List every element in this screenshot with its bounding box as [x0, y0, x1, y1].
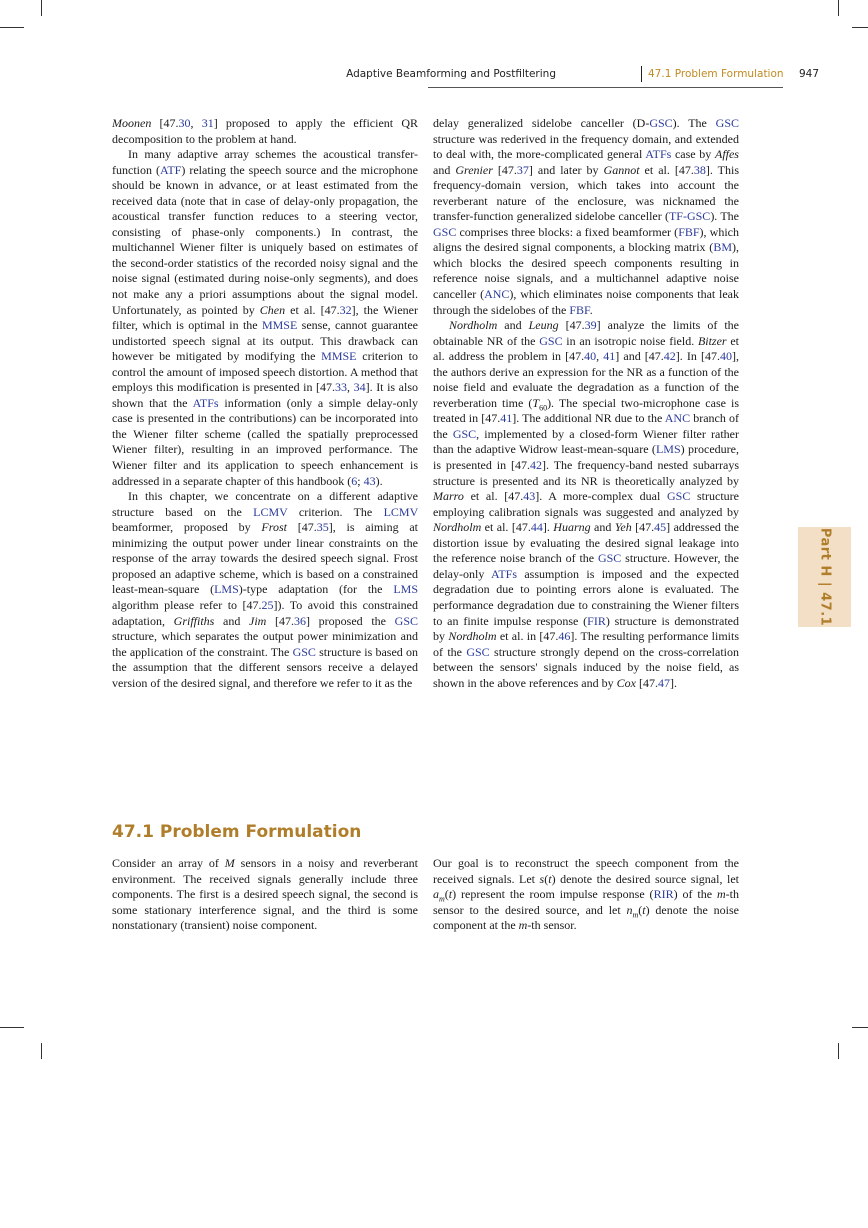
text-run: and [590, 520, 615, 535]
reference-link[interactable]: 31 [201, 116, 214, 130]
subscript: 60 [539, 403, 548, 413]
text-run: ). [375, 473, 383, 488]
reference-link[interactable]: ATFs [645, 147, 672, 162]
text-run: structure. However, the delay-only [433, 551, 739, 581]
text-run: -th sensor to the desired source, and let [433, 887, 739, 917]
text-run: ) of the [673, 887, 717, 902]
running-head-divider [641, 66, 642, 82]
reference-link[interactable]: 41 [603, 349, 616, 364]
italic-text: t [642, 902, 646, 917]
text-run: ]. The frequency-band nested subarrays structure is presented and its NR is theoretically analyzed by [433, 458, 740, 488]
crop-mark [838, 0, 839, 16]
reference-link[interactable]: 40 [584, 349, 597, 364]
reference-link[interactable]: GSC [466, 644, 490, 659]
reference-link[interactable]: 43 [363, 473, 376, 488]
italic-text: Huarng [553, 520, 591, 535]
reference-link[interactable]: LMS [655, 442, 681, 457]
reference-link[interactable]: ATF [160, 162, 182, 177]
italic-text: Nordholm [448, 629, 497, 644]
reference-link[interactable]: 30 [178, 116, 191, 130]
section-heading: 47.1 Problem Formulation [112, 822, 362, 842]
text-run: case by [671, 147, 715, 162]
text-run: structure employing calibration signals was suggested and analyzed by [433, 489, 739, 519]
text-run: ]. It is also shown that the [112, 380, 418, 410]
text-run: algorithm please refer to [47. [112, 597, 262, 612]
text-run: ]. [669, 675, 677, 690]
text-run: [47. [631, 520, 655, 535]
crop-mark [852, 1027, 868, 1028]
text-run: -th sensor. [527, 918, 577, 933]
reference-link[interactable]: GSC [539, 333, 563, 348]
text-run: ( [638, 902, 643, 917]
reference-link[interactable]: ANC [484, 287, 510, 302]
paragraph [433, 318, 739, 691]
reference-link[interactable]: 47 [657, 675, 670, 690]
text-run: ]). To avoid this constrained adaptation, [112, 597, 418, 628]
text-run: delay generalized sidelobe canceller (D- [433, 116, 650, 130]
italic-text: Yeh [614, 520, 632, 535]
page-number: 947 [799, 68, 820, 80]
reference-link[interactable]: 37 [516, 162, 529, 177]
text-run: branch of the [433, 411, 739, 441]
text-run: et al. address the problem in [47. [433, 333, 739, 364]
reference-link[interactable]: MMSE [321, 349, 357, 364]
paragraph [112, 489, 418, 691]
italic-text: Griffiths [173, 613, 215, 628]
running-head [0, 66, 820, 88]
text-run: structure is based on the assumption that the different sensors receive a delayed version of the desired signal, and therefore we refer to it as the [112, 644, 418, 690]
text-run: sensors in a noisy and reverberant environment. The received signals generally include three components. The first is a desired speech signal, the second is some stationary interference signal, and the third is some nonstationary (transient) noise component. [112, 856, 418, 933]
left-column-top [112, 116, 418, 691]
reference-link[interactable]: MMSE [261, 318, 298, 333]
italic-text: Frost [261, 520, 287, 535]
reference-link[interactable]: 45 [654, 520, 667, 535]
italic-text: a [433, 887, 439, 902]
text-run: ( [444, 887, 449, 902]
text-run: Our goal is to reconstruct the speech component from the received signals. Let [433, 856, 739, 886]
crop-mark [838, 1043, 839, 1059]
paragraph [433, 856, 739, 934]
crop-mark [0, 27, 24, 28]
text-run: et al. [47. [463, 489, 524, 504]
crop-mark [41, 1043, 42, 1059]
text-run: [47. [635, 675, 658, 690]
paragraph [112, 856, 418, 934]
text-run: In this chapter, we concentrate on a different adaptive structure based on the [112, 489, 418, 519]
italic-text: Chen [259, 302, 286, 317]
right-column-top [433, 116, 739, 691]
paragraph [112, 116, 418, 147]
text-run: [47. [266, 613, 295, 628]
paragraph [433, 116, 739, 318]
italic-text: M [224, 856, 235, 870]
reference-link[interactable]: 6 [351, 473, 358, 488]
running-head-section: 47.1 Problem Formulation [648, 68, 784, 80]
text-run: ]. In [47. [675, 349, 720, 364]
text-run: )-type adaptation (for the [238, 582, 394, 597]
text-run: . [589, 302, 593, 317]
text-run: ) structure is demonstrated by [433, 613, 739, 644]
text-run: ] analyze the limits of the obtainable NR of the [433, 318, 740, 348]
reference-link[interactable]: LMS [214, 582, 239, 597]
text-run: [47. [558, 318, 585, 333]
text-run: [47. [492, 162, 517, 177]
running-head-chapter: Adaptive Beamforming and Postfiltering [346, 68, 556, 80]
crop-mark [852, 27, 868, 28]
italic-text: Nordholm [433, 520, 482, 535]
text-run: beamformer, proposed by [112, 520, 262, 535]
italic-text: s [539, 871, 545, 886]
italic-text: Gannot [603, 162, 640, 177]
text-run: ) denote the desired source signal, let [551, 871, 739, 886]
text-run: et al. in [47. [496, 629, 559, 644]
text-run: ]. The additional NR due to the [512, 411, 665, 426]
text-run: et al. [47. [639, 162, 694, 177]
reference-link[interactable]: 41 [500, 411, 513, 426]
text-run: ( [544, 871, 549, 886]
reference-link[interactable]: 25 [261, 597, 274, 612]
text-run: ) relating the speech source and the microphone should be known in advance, or at least estimated from the received data (note that in case of delay-only propagation, the acoustical transfer function reduces to a steering vector, consisting of phase-only components.) In contrast, the multichannel Wiener filter is uniquely based on estimates of the second-order statistics of the recorded noisy signal and the noise signal (estimated during noise-only segments), and does not make any a priori assumptions about the signal model. Unfortunately, as pointed by [112, 162, 418, 317]
reference-link[interactable]: GSC [292, 644, 316, 659]
reference-link[interactable]: 44 [530, 520, 543, 535]
reference-link[interactable]: 38 [693, 162, 706, 177]
reference-link[interactable]: GSC [394, 613, 419, 628]
side-tab-label: Part H | 47.1 [817, 527, 832, 627]
text-run: , [190, 116, 202, 130]
text-run: ). The [710, 209, 739, 224]
reference-link[interactable]: 40 [720, 349, 732, 364]
text-run: et al. [47. [481, 520, 531, 535]
reference-link[interactable]: ANC [664, 411, 691, 426]
subscript: m [632, 910, 639, 920]
text-run: ] and later by [528, 162, 604, 177]
reference-link[interactable]: LCMV [253, 504, 288, 519]
text-run: ] proposed the [306, 613, 395, 628]
italic-text: m [518, 918, 528, 933]
text-run: ] and [47. [615, 349, 664, 364]
reference-link[interactable]: FBF [678, 224, 700, 239]
reference-link[interactable]: 46 [558, 629, 571, 644]
italic-text: Moonen [112, 116, 152, 130]
text-run: , [596, 349, 604, 364]
text-run: et al. [47. [285, 302, 340, 317]
italic-text: T [532, 395, 540, 410]
reference-link[interactable]: 42 [663, 349, 676, 364]
text-run: Consider an array of [112, 856, 225, 870]
italic-text: t [448, 887, 453, 902]
reference-link[interactable]: GSC [433, 224, 457, 239]
reference-link[interactable]: FIR [587, 613, 606, 628]
text-run: criterion to control the amount of imposed speech distortion. A method that employs this modification is presented in [47. [112, 349, 418, 395]
reference-link[interactable]: 43 [523, 489, 536, 504]
italic-text: Grenier [455, 162, 493, 177]
text-run: and [214, 613, 250, 628]
text-run: ] proposed to apply the efficient QR decomposition to the problem at hand. [112, 116, 418, 146]
text-run: , [347, 380, 354, 395]
reference-link[interactable]: 36 [294, 613, 307, 628]
reference-link[interactable]: 34 [353, 380, 366, 395]
reference-link[interactable]: TF-GSC [668, 209, 711, 224]
italic-text: t [548, 871, 552, 886]
text-run: [47. [151, 116, 179, 130]
crop-mark [0, 1027, 24, 1028]
reference-link[interactable]: FBF [569, 302, 590, 317]
text-run: ]. [542, 520, 554, 535]
text-run: ]. A more-complex dual [535, 489, 667, 504]
part-side-tab [798, 527, 851, 627]
text-run: ]. This frequency-domain version, which takes into account the reverberant nature of the enclosure, was nicknamed the transfer-function generalized sidelobe canceller ( [433, 162, 739, 224]
left-column-bottom [112, 856, 418, 934]
crop-mark [41, 0, 42, 16]
italic-text: Jim [249, 613, 267, 628]
text-run: and [497, 318, 529, 333]
text-run: ), which blocks the desired speech components resulting in reference noise signals, and a multichannel adaptive noise canceller ( [433, 240, 739, 302]
paragraph [112, 147, 418, 489]
text-run: structure, which separates the output power minimization and the application of the constraint. The [112, 629, 418, 659]
text-run: ), which aligns the desired signal components, a blocking matrix ( [433, 224, 739, 255]
text-run: and [433, 162, 456, 177]
text-run: ), which eliminates noise components that leak through the sidelobes of the [433, 287, 739, 317]
italic-text: m [716, 887, 726, 902]
italic-text: n [626, 902, 633, 917]
reference-link[interactable]: GSC [597, 551, 622, 566]
subscript: m [439, 894, 445, 904]
text-run: ], is aiming at minimizing the output power under linear constraints on the response of the array towards the desired speech signal. Frost proposed an adaptive scheme, which is based on a constrained least-mean-square ( [112, 520, 419, 597]
text-run: , implemented by a closed-form Wiener filter rather than the adaptive Widrow least-mean-square ( [433, 426, 739, 457]
text-run: assumption is imposed and the expected degradation due to pointing errors alone is evaluated. The performance degradation due to constraining the Wiener filters to an finite impulse response ( [433, 566, 739, 628]
text-run: ) procedure, is presented in [47. [433, 442, 740, 473]
reference-link[interactable]: 33 [335, 380, 348, 395]
text-run: ], the authors derive an expression for the NR as a function of the noise field and evaluate the degradation as a function of the reverberation time ( [433, 349, 739, 410]
text-run: ) denote the noise component at the [433, 902, 739, 933]
text-run: ) represent the room impulse response ( [452, 887, 654, 902]
header-rule [428, 87, 783, 88]
text-run: ). The [672, 116, 716, 130]
reference-link[interactable]: RIR [653, 887, 674, 902]
text-run: structure strongly depend on the cross-correlation between the sensors' signals induced by the noise field, as shown in the above references and by [433, 644, 739, 690]
italic-text: Nordholm [449, 318, 498, 333]
italic-text: Bitzer [697, 333, 727, 348]
reference-link[interactable]: LMS [393, 582, 418, 597]
text-run: ). The special two-microphone case is treated in [47. [433, 395, 739, 426]
text-run: criterion. The [287, 504, 384, 519]
italic-text: Affes [714, 147, 739, 162]
reference-link[interactable]: LCMV [383, 504, 419, 519]
text-run: ], the Wiener filter, which is optimal in the [112, 302, 418, 333]
italic-text: Marro [433, 489, 464, 504]
text-run: comprises three blocks: a fixed beamformer ( [456, 224, 679, 239]
text-run: ; [357, 473, 364, 488]
italic-text: Cox [616, 675, 636, 690]
text-run: In many adaptive array schemes the acoustical transfer-function ( [112, 147, 418, 177]
reference-link[interactable]: GSC [452, 426, 477, 441]
text-run: ]. The resulting performance limits of the [433, 629, 740, 659]
reference-link[interactable]: ATFs [192, 395, 219, 410]
text-run: structure was rederived in the frequency domain, and extended to deal with, the more-complicated general [433, 131, 739, 162]
reference-link[interactable]: GSC [649, 116, 673, 130]
text-run: ] addressed the distortion issue by evaluating the desired signal leakage into the reference noise branch of the [433, 520, 739, 566]
reference-link[interactable]: ATFs [491, 566, 518, 581]
italic-text: Leung [528, 318, 559, 333]
text-run: [47. [286, 520, 317, 535]
text-run: in an isotropic noise field. [562, 333, 698, 348]
text-run: sense, cannot guarantee undistorted speech signal at its output. This drawback can however be mitigated by modifying the [112, 318, 418, 364]
reference-link[interactable]: GSC [666, 489, 691, 504]
reference-link[interactable]: BM [713, 240, 732, 255]
reference-link[interactable]: 32 [339, 302, 352, 317]
reference-link[interactable]: 35 [316, 520, 329, 535]
reference-link[interactable]: GSC [715, 116, 739, 130]
text-run: information (only a simple delay-only case is presented in the contributions) can be incorporated into the Wiener filter scheme (called the spatially preprocessed Wiener filter), resulting in an improved performance. The Wiener filter and its application to speech enhancement is addressed in a separate chapter of this handbook ( [112, 395, 419, 488]
reference-link[interactable]: 42 [530, 458, 543, 473]
reference-link[interactable]: 39 [584, 318, 597, 333]
right-column-bottom [433, 856, 739, 934]
